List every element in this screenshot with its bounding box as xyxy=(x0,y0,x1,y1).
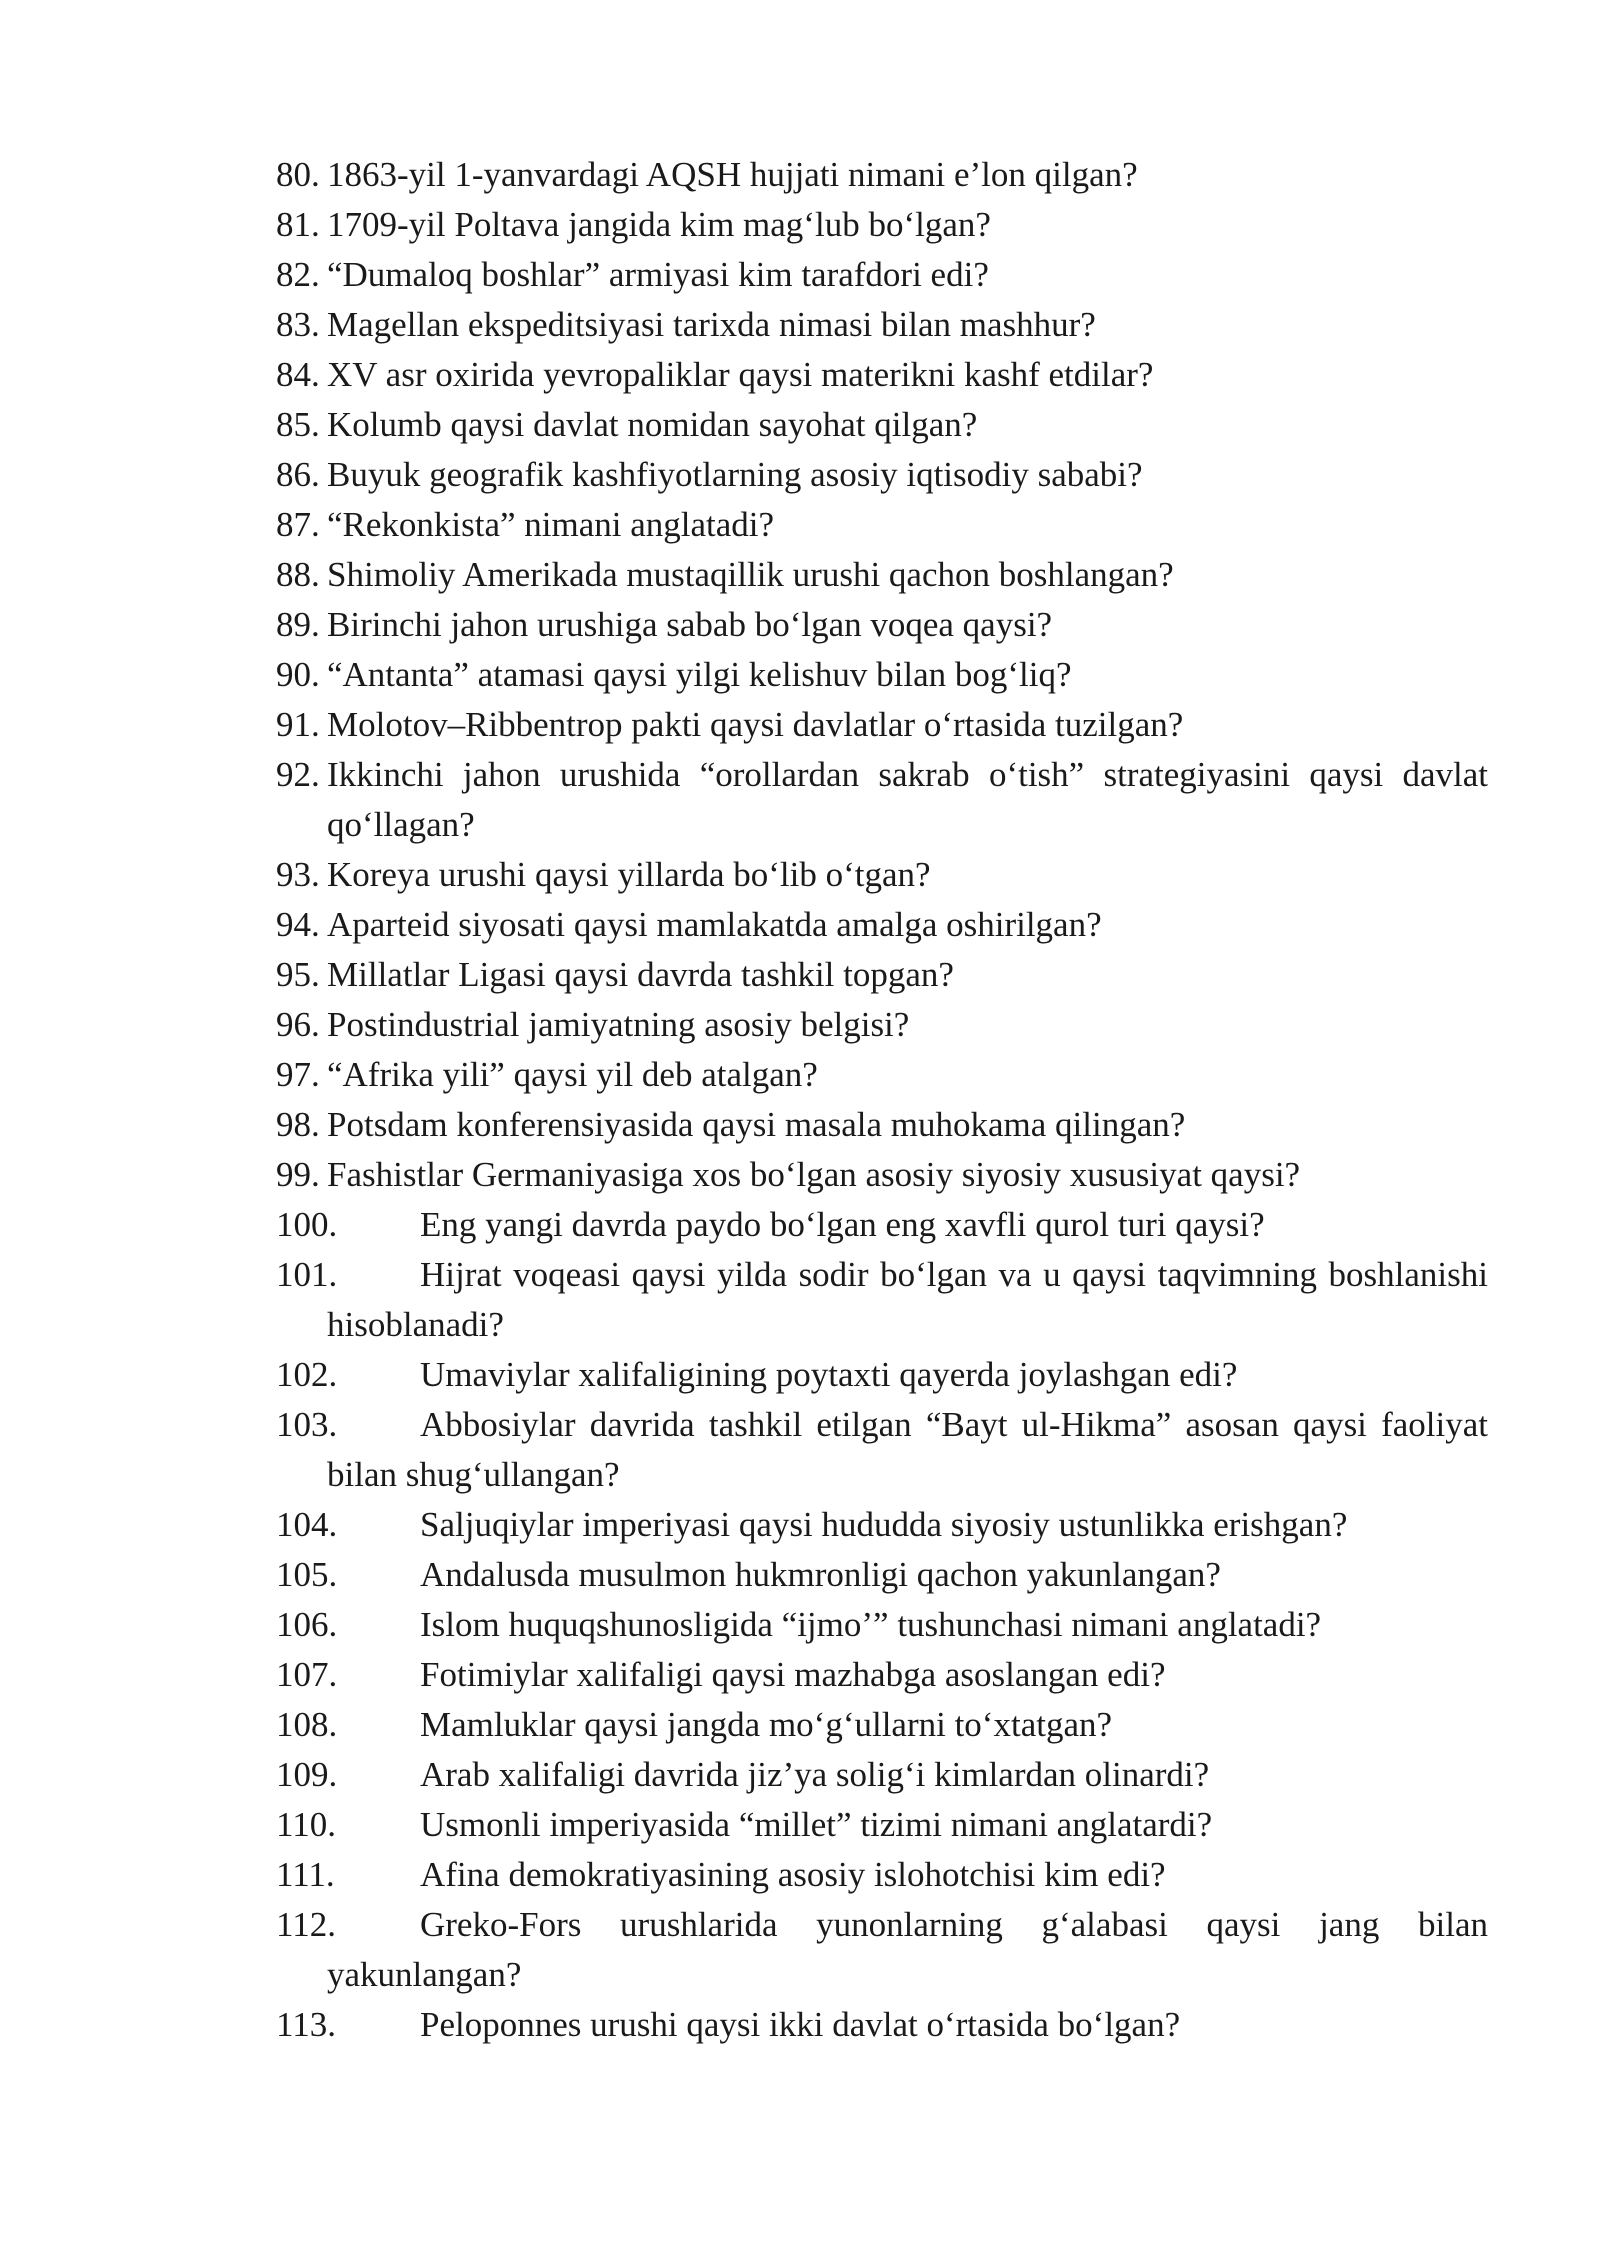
question-text: Postindustrial jamiyatning asosiy belgisi? xyxy=(327,1005,910,1044)
question-item xyxy=(276,1600,1488,1650)
question-text: Koreya urushi qaysi yillarda bo‘lib o‘tgan? xyxy=(327,855,931,894)
question-text: Andalusda musulmon hukmronligi qachon yakunlangan? xyxy=(420,1555,1221,1594)
question-number: 92. xyxy=(276,755,320,794)
question-text: Potsdam konferensiyasida qaysi masala muhokama qilingan? xyxy=(327,1105,1186,1144)
question-item xyxy=(276,350,1488,400)
question-text: Ikkinchi jahon urushida “orollardan sakrab o‘tish” strategiyasini qaysi davlat qo‘llagan? xyxy=(327,755,1488,844)
question-number: 113. xyxy=(276,2005,336,2044)
question-number: 112. xyxy=(276,1905,336,1944)
question-item xyxy=(276,900,1488,950)
question-item xyxy=(276,1350,1488,1400)
question-item xyxy=(276,850,1488,900)
question-text: Eng yangi davrda paydo bo‘lgan eng xavfli qurol turi qaysi? xyxy=(420,1205,1265,1244)
question-item xyxy=(276,1000,1488,1050)
question-item xyxy=(276,1100,1488,1150)
question-number: 98. xyxy=(276,1105,320,1144)
question-item xyxy=(276,950,1488,1000)
question-item xyxy=(276,600,1488,650)
question-number: 88. xyxy=(276,555,320,594)
question-text: Peloponnes urushi qaysi ikki davlat o‘rtasida bo‘lgan? xyxy=(420,2005,1181,2044)
question-list xyxy=(276,150,1488,2050)
question-number: 106. xyxy=(276,1605,338,1644)
question-item xyxy=(276,1250,1488,1350)
question-text: Aparteid siyosati qaysi mamlakatda amalga oshirilgan? xyxy=(327,905,1102,944)
question-number: 93. xyxy=(276,855,320,894)
question-text: Umaviylar xalifaligining poytaxti qayerda joylashgan edi? xyxy=(420,1355,1238,1394)
question-number: 84. xyxy=(276,355,320,394)
question-item xyxy=(276,1800,1488,1850)
question-text: Greko-Fors urushlarida yunonlarning g‘alabasi qaysi jang bilan yakunlangan? xyxy=(327,1905,1488,1994)
question-number: 94. xyxy=(276,905,320,944)
question-text: Usmonli imperiyasida “millet” tizimi nimani anglatardi? xyxy=(420,1805,1213,1844)
question-number: 87. xyxy=(276,505,320,544)
question-number: 105. xyxy=(276,1555,338,1594)
question-text: Hijrat voqeasi qaysi yilda sodir bo‘lgan va u qaysi taqvimning boshlanishi hisoblanadi? xyxy=(327,1255,1488,1344)
question-text: Molotov–Ribbentrop pakti qaysi davlatlar o‘rtasida tuzilgan? xyxy=(327,705,1184,744)
question-number: 110. xyxy=(276,1805,336,1844)
question-number: 99. xyxy=(276,1155,320,1194)
question-item xyxy=(276,2000,1488,2050)
question-number: 91. xyxy=(276,705,320,744)
question-text: “Dumaloq boshlar” armiyasi kim tarafdori edi? xyxy=(327,255,989,294)
question-text: Abbosiylar davrida tashkil etilgan “Bayt ul-Hikma” asosan qaysi faoliyat bilan shug‘ullangan? xyxy=(327,1405,1488,1494)
question-item xyxy=(276,400,1488,450)
question-item xyxy=(276,150,1488,200)
question-number: 82. xyxy=(276,255,320,294)
question-item xyxy=(276,1400,1488,1500)
question-item xyxy=(276,1900,1488,2000)
question-number: 80. xyxy=(276,155,320,194)
question-text: XV asr oxirida yevropaliklar qaysi materikni kashf etdilar? xyxy=(327,355,1154,394)
question-number: 95. xyxy=(276,955,320,994)
question-number: 89. xyxy=(276,605,320,644)
question-item xyxy=(276,450,1488,500)
question-text: Fotimiylar xalifaligi qaysi mazhabga asoslangan edi? xyxy=(420,1655,1166,1694)
question-item xyxy=(276,650,1488,700)
question-number: 96. xyxy=(276,1005,320,1044)
question-text: Saljuqiylar imperiyasi qaysi hududda siyosiy ustunlikka erishgan? xyxy=(420,1505,1348,1544)
question-number: 97. xyxy=(276,1055,320,1094)
question-text: Birinchi jahon urushiga sabab bo‘lgan voqea qaysi? xyxy=(327,605,1053,644)
question-number: 109. xyxy=(276,1755,338,1794)
question-item xyxy=(276,1500,1488,1550)
question-item xyxy=(276,1850,1488,1900)
question-text: “Afrika yili” qaysi yil deb atalgan? xyxy=(327,1055,818,1094)
question-number: 108. xyxy=(276,1705,338,1744)
question-item xyxy=(276,300,1488,350)
question-number: 103. xyxy=(276,1405,338,1444)
question-item xyxy=(276,200,1488,250)
question-number: 111. xyxy=(276,1855,335,1894)
question-number: 86. xyxy=(276,455,320,494)
question-number: 101. xyxy=(276,1255,338,1294)
question-text: Magellan ekspeditsiyasi tarixda nimasi bilan mashhur? xyxy=(327,305,1096,344)
question-item xyxy=(276,1650,1488,1700)
question-text: “Antanta” atamasi qaysi yilgi kelishuv bilan bog‘liq? xyxy=(327,655,1072,694)
question-item xyxy=(276,1050,1488,1100)
question-number: 104. xyxy=(276,1505,338,1544)
question-item xyxy=(276,1750,1488,1800)
question-text: Afina demokratiyasining asosiy islohotchisi kim edi? xyxy=(420,1855,1166,1894)
question-text: Islom huquqshunosligida “ijmo’” tushunchasi nimani anglatadi? xyxy=(420,1605,1322,1644)
question-text: Arab xalifaligi davrida jiz’ya solig‘i kimlardan olinardi? xyxy=(420,1755,1210,1794)
question-item xyxy=(276,550,1488,600)
question-item xyxy=(276,1550,1488,1600)
question-text: Buyuk geografik kashfiyotlarning asosiy iqtisodiy sababi? xyxy=(327,455,1143,494)
question-item xyxy=(276,700,1488,750)
question-text: Fashistlar Germaniyasiga xos bo‘lgan asosiy siyosiy xususiyat qaysi? xyxy=(327,1155,1301,1194)
question-text: Mamluklar qaysi jangda mo‘g‘ullarni to‘xtatgan? xyxy=(420,1705,1113,1744)
question-text: “Rekonkista” nimani anglatadi? xyxy=(327,505,775,544)
question-text: Shimoliy Amerikada mustaqillik urushi qachon boshlangan? xyxy=(327,555,1174,594)
question-item xyxy=(276,1200,1488,1250)
question-text: Millatlar Ligasi qaysi davrda tashkil topgan? xyxy=(327,955,954,994)
question-number: 100. xyxy=(276,1205,338,1244)
question-number: 85. xyxy=(276,405,320,444)
question-text: 1709-yil Poltava jangida kim mag‘lub bo‘lgan? xyxy=(327,205,991,244)
question-item xyxy=(276,500,1488,550)
question-number: 81. xyxy=(276,205,320,244)
question-item xyxy=(276,250,1488,300)
question-number: 83. xyxy=(276,305,320,344)
question-number: 102. xyxy=(276,1355,338,1394)
question-item xyxy=(276,750,1488,850)
question-item xyxy=(276,1700,1488,1750)
question-text: Kolumb qaysi davlat nomidan sayohat qilgan? xyxy=(327,405,978,444)
document-page xyxy=(276,150,1488,2050)
question-text: 1863-yil 1-yanvardagi AQSH hujjati nimani e’lon qilgan? xyxy=(327,155,1138,194)
question-number: 90. xyxy=(276,655,320,694)
question-number: 107. xyxy=(276,1655,338,1694)
question-item xyxy=(276,1150,1488,1200)
